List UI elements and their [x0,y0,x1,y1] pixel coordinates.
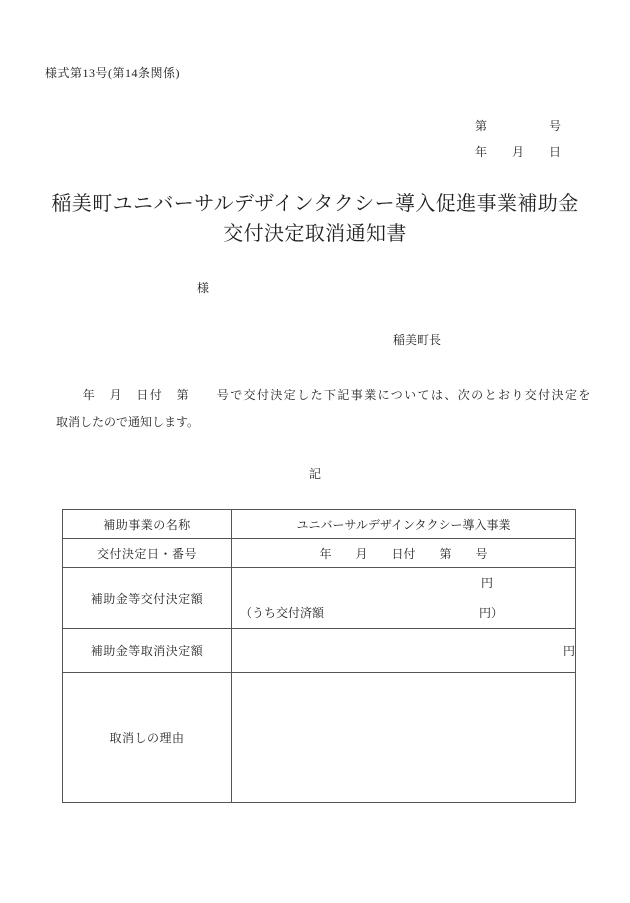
document-title-line-2: 交付決定取消通知書 [223,223,407,245]
paid-amount-yen: 円） [478,606,503,620]
grant-amount-yen: 円 [480,576,493,590]
table-row-decision-date [63,539,576,568]
project-name-label: 補助事業の名称 [63,510,232,539]
table-row-cancel-amount [63,629,576,673]
cancel-reason-value [232,673,576,803]
cancel-reason-label: 取消しの理由 [63,673,232,803]
document-title-line-1: 稲美町ユニバーサルデザインタクシー導入促進事業補助金 [51,193,579,215]
grant-amount-label: 補助金等交付決定額 [63,568,232,629]
decision-date-label: 交付決定日・番号 [63,539,232,568]
record-marker: 記 [308,467,321,481]
document-title [0,189,630,249]
grant-amount-paid-line [232,598,575,628]
document-date-line [475,143,561,160]
table-row-cancel-reason [63,673,576,803]
decision-date-value: 年 月 日付 第 号 [232,539,576,568]
doc-number-prefix: 第 [475,119,488,133]
date-month-label: 月 [511,145,524,159]
date-day-label: 日 [548,145,561,159]
sender-title: 稲美町長 [393,333,442,347]
table-row-grant-amount [63,568,576,629]
date-year-label: 年 [475,145,488,159]
doc-number-suffix: 号 [548,119,561,133]
cancel-amount-yen: 円 [232,629,576,673]
body-paragraph-line-2: 取消したので通知します。 [56,415,200,429]
form-number-label: 様式第13号(第14条関係) [45,66,180,80]
document-number-line [475,117,561,134]
notice-detail-table [62,509,576,803]
cancel-amount-label: 補助金等取消決定額 [63,629,232,673]
paid-amount-label: （うち交付済額 [240,606,325,620]
grant-amount-value-cell [232,568,576,629]
body-paragraph-line-1: 年 月 日付 第 号で交付決定した下記事業については、次のとおり交付決定を [56,388,592,402]
table-row-project-name [63,510,576,539]
recipient-honorific: 様 [197,281,210,295]
project-name-value: ユニバーサルデザインタクシー導入事業 [232,510,576,539]
